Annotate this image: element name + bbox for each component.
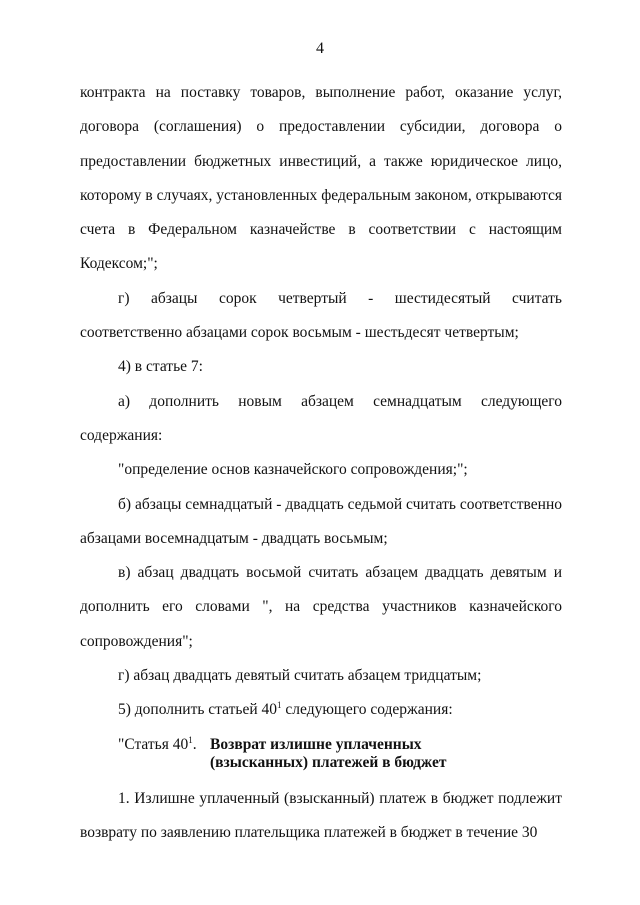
article-label: "Статья $40^1$.	[118, 734, 197, 753]
page-number: 4	[316, 40, 324, 57]
paragraph-item-g-renumber: г) абзацы сорок четвертый - шестидесятый считать соответственно абзацами сорок восьмым - шестьдесят четвертым;	[80, 289, 562, 342]
paragraph-continuation: контракта на поставку товаров, выполнение работ, оказание услуг, договора (соглашения) о предоставлении субсидии, договора о предоставлении бюджетных инвестиций, а также юридическое лицо, которому в случаях, установленных федеральным законом, открываются счета в Федеральном казначействе в соответствии с настоящим Кодексом;";	[80, 84, 562, 273]
paragraph-quote: "определение основ казначейского сопровождения;";	[118, 461, 468, 479]
paragraph-item-b: б) абзацы семнадцатый - двадцать седьмой считать соответственно абзацами восемнадцатым - двадцать восьмым;	[80, 495, 562, 547]
paragraph-item-v: в) абзац двадцать восьмой считать абзацем двадцать девятым и дополнить его словами ", на средства участников казначейского сопровождения";	[80, 564, 562, 650]
document-body	[80, 76, 562, 850]
paragraph-clause-1: 1. Излишне уплаченный (взысканный) платеж в бюджет подлежит возврату по заявлению плательщика платежей в бюджет в течение 30	[80, 789, 562, 841]
article-heading	[80, 736, 562, 772]
paragraph-article-7: 4) в статье 7:	[118, 358, 203, 376]
paragraph-item-a: а) дополнить новым абзацем семнадцатым следующего содержания:	[80, 392, 562, 444]
paragraph-article-40-1: 5) дополнить статьей $40^1$ следующего содержания:	[118, 700, 453, 719]
article-title: Возврат излишне уплаченных (взысканных) платежей в бюджет	[210, 735, 447, 771]
paragraph-item-g: г) абзац двадцать девятый считать абзацем тридцатым;	[118, 667, 482, 685]
